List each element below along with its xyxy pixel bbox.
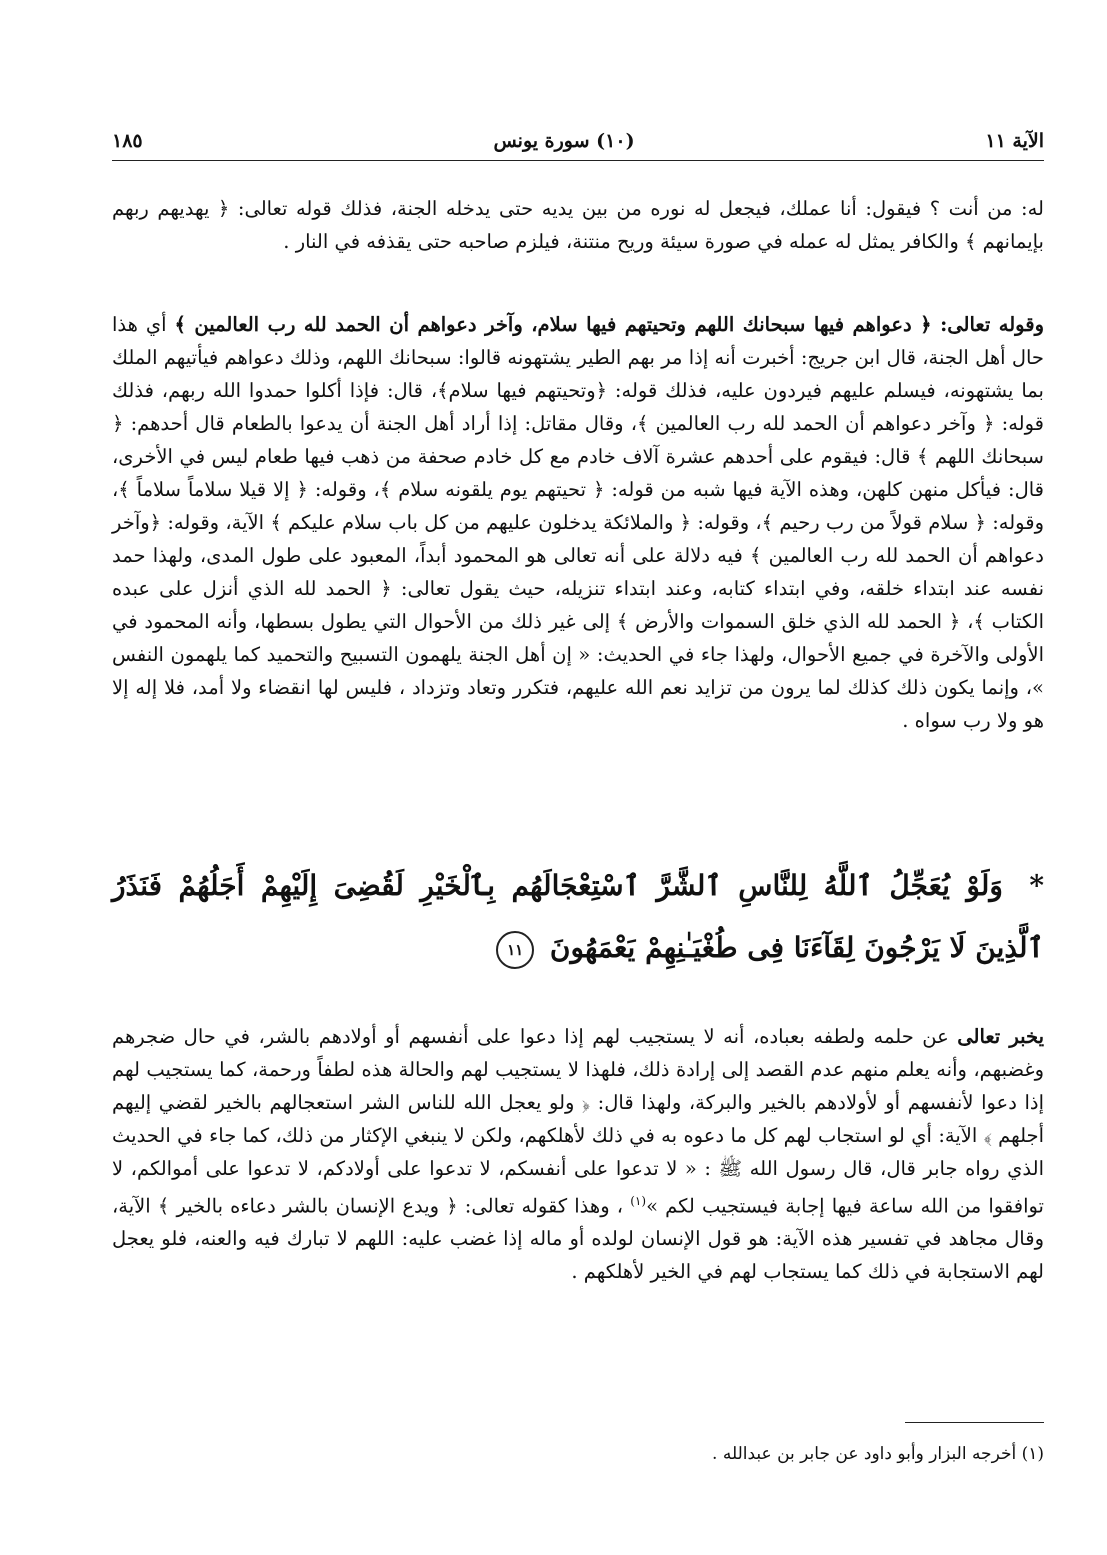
footnote-divider	[905, 1422, 1044, 1423]
paragraph-3-lead: يخبر تعالى	[957, 1024, 1044, 1048]
header-surah-title: (١٠) سورة يونس	[493, 130, 635, 152]
paragraph-2-text: أي هذا حال أهل الجنة، قال ابن جريج: أخبرت أنه إذا مر بهم الطير يشتهونه قالوا: سبحانك اللهم، وذلك دعواهم فيأتيهم الملك بما يشتهونه، فيسلم عليهم فيردون عليه، فذلك قوله: ﴿وتحيتهم فيها سلام﴾، قال: فإذا أكلوا حمدوا الله ربهم، فذلك قوله: ﴿ وآخر دعواهم أن الحمد لله رب العالمين ﴾، وقال مقاتل: إذا أراد أهل الجنة أن يدعوا بالطعام قال أحدهم: ﴿ سبحانك اللهم ﴾ قال: فيقوم على أحدهم عشرة آلاف خادم مع كل خادم صحفة من ذهب فيها طعام ليس في الأخرى، قال: فيأكل منهن كلهن، وهذه الآية فيها شبه من قوله: ﴿ تحيتهم يوم يلقونه سلام ﴾، وقوله: ﴿ إلا قيلا سلاماً سلاماً ﴾، وقوله: ﴿ سلام قولاً من رب رحيم ﴾، وقوله: ﴿ والملائكة يدخلون عليهم من كل باب سلام عليكم ﴾ الآية، وقوله: ﴿وآخر دعواهم أن الحمد لله رب العالمين ﴾ فيه دلالة على أنه تعالى هو المحمود أبداً، المعبود على طول المدى، ولهذا حمد نفسه عند ابتداء خلقه، وفي ابتداء كتابه، وعند ابتداء تنزيله، حيث يقول تعالى: ﴿ الحمد لله الذي أنزل على عبده الكتاب ﴾، ﴿ الحمد لله الذي خلق السموات والأرض ﴾ إلى غير ذلك من الأحوال التي يطول بسطها، وأنه المحمود في الأولى والآخرة في جميع الأحوال، ولهذا جاء في الحديث: « إن أهل الجنة يلهمون التسبيح والتحميد كما يلهمون النفس »، وإنما يكون ذلك كذلك لما يرون من تزايد نعم الله عليهم، فتكرر وتعاد وتزداد ، فليس لها انقضاء ولا أمد، فلا إله إلا هو ولا رب سواه .	[112, 312, 1044, 732]
verse-star: *	[1029, 869, 1044, 902]
footnote-reference: (١)	[630, 1193, 647, 1208]
paragraph-2-lead: وقوله تعالى: ﴿ دعواهم فيها سبحانك اللهم وتحيتهم فيها سلام، وآخر دعواهم أن الحمد لله رب العالمين ﴾	[174, 312, 1044, 336]
quran-verse	[112, 855, 1044, 979]
paragraph-3-text-a: عن حلمه ولطفه بعباده، أنه لا يستجيب لهم إذا دعوا على أنفسهم أو أولادهم بالشر، في حال ضجرهم وغضبهم، وأنه يعلم منهم عدم القصد إلى إرادة ذلك، فلهذا لا يستجيب لهم والحالة هذه لطفاً ورحمة، كما يستجيب لهم إذا دعوا لأنفسهم أو لأولادهم بالخير والبركة، ولهذا قال: ﴿ ولو يعجل الله للناس الشر استعجالهم بالخير لقضي إليهم أجلهم ﴾ الآية: أي لو استجاب لهم كل ما دعوه به في ذلك لأهلكهم، ولكن لا ينبغي الإكثار من ذلك، كما جاء في الحديث الذي رواه جابر قال، قال رسول الله ﷺ : « لا تدعوا على أنفسكم، لا تدعوا على أولادكم، لا تدعوا على أموالكم، لا توافقوا من الله ساعة فيها إجابة فيستجيب لكم »	[112, 1024, 1044, 1217]
page-header	[112, 126, 1044, 156]
verse-text: وَلَوْ يُعَجِّلُ ٱللَّهُ لِلنَّاسِ ٱلشَّرَّ ٱسْتِعْجَالَهُم بِٱلْخَيْرِ لَقُضِىَ إِلَيْهِمْ أَجَلُهُمْ فَنَذَرُ ٱلَّذِينَ لَا يَرْجُونَ لِقَآءَنَا فِى طُغْيَـٰنِهِمْ يَعْمَهُونَ	[112, 869, 1044, 964]
header-divider	[112, 160, 1044, 161]
paragraph-3-text-b: ، وهذا كقوله تعالى: ﴿ ويدع الإنسان بالشر دعاءه بالخير ﴾ الآية، وقال مجاهد في تفسير هذه الآية: هو قول الإنسان لولده أو ماله إذا غضب عليه: اللهم لا تبارك فيه والعنه، فلو يعجل لهم الاستجابة في ذلك كما يستجاب لهم في الخير لأهلكهم .	[112, 1194, 1044, 1283]
paragraph-1: له: من أنت ؟ فيقول: أنا عملك، فيجعل له نوره من بين يديه حتى يدخله الجنة، فذلك قوله تعالى: ﴿ يهديهم ربهم بإيمانهم ﴾ والكافر يمثل له عمله في صورة سيئة وريح منتنة، فيلزم صاحبه حتى يقذفه في النار .	[112, 196, 1044, 253]
header-verse-ref: الآية ١١	[985, 130, 1044, 152]
paragraph-3	[112, 1020, 1044, 1289]
ayah-number-marker: ١١	[496, 931, 534, 969]
paragraph-2	[112, 308, 1044, 737]
footnote: (١) أخرجه البزار وأبو داود عن جابر بن عبدالله .	[712, 1444, 1044, 1464]
header-page-number: ١٨٥	[112, 130, 143, 152]
